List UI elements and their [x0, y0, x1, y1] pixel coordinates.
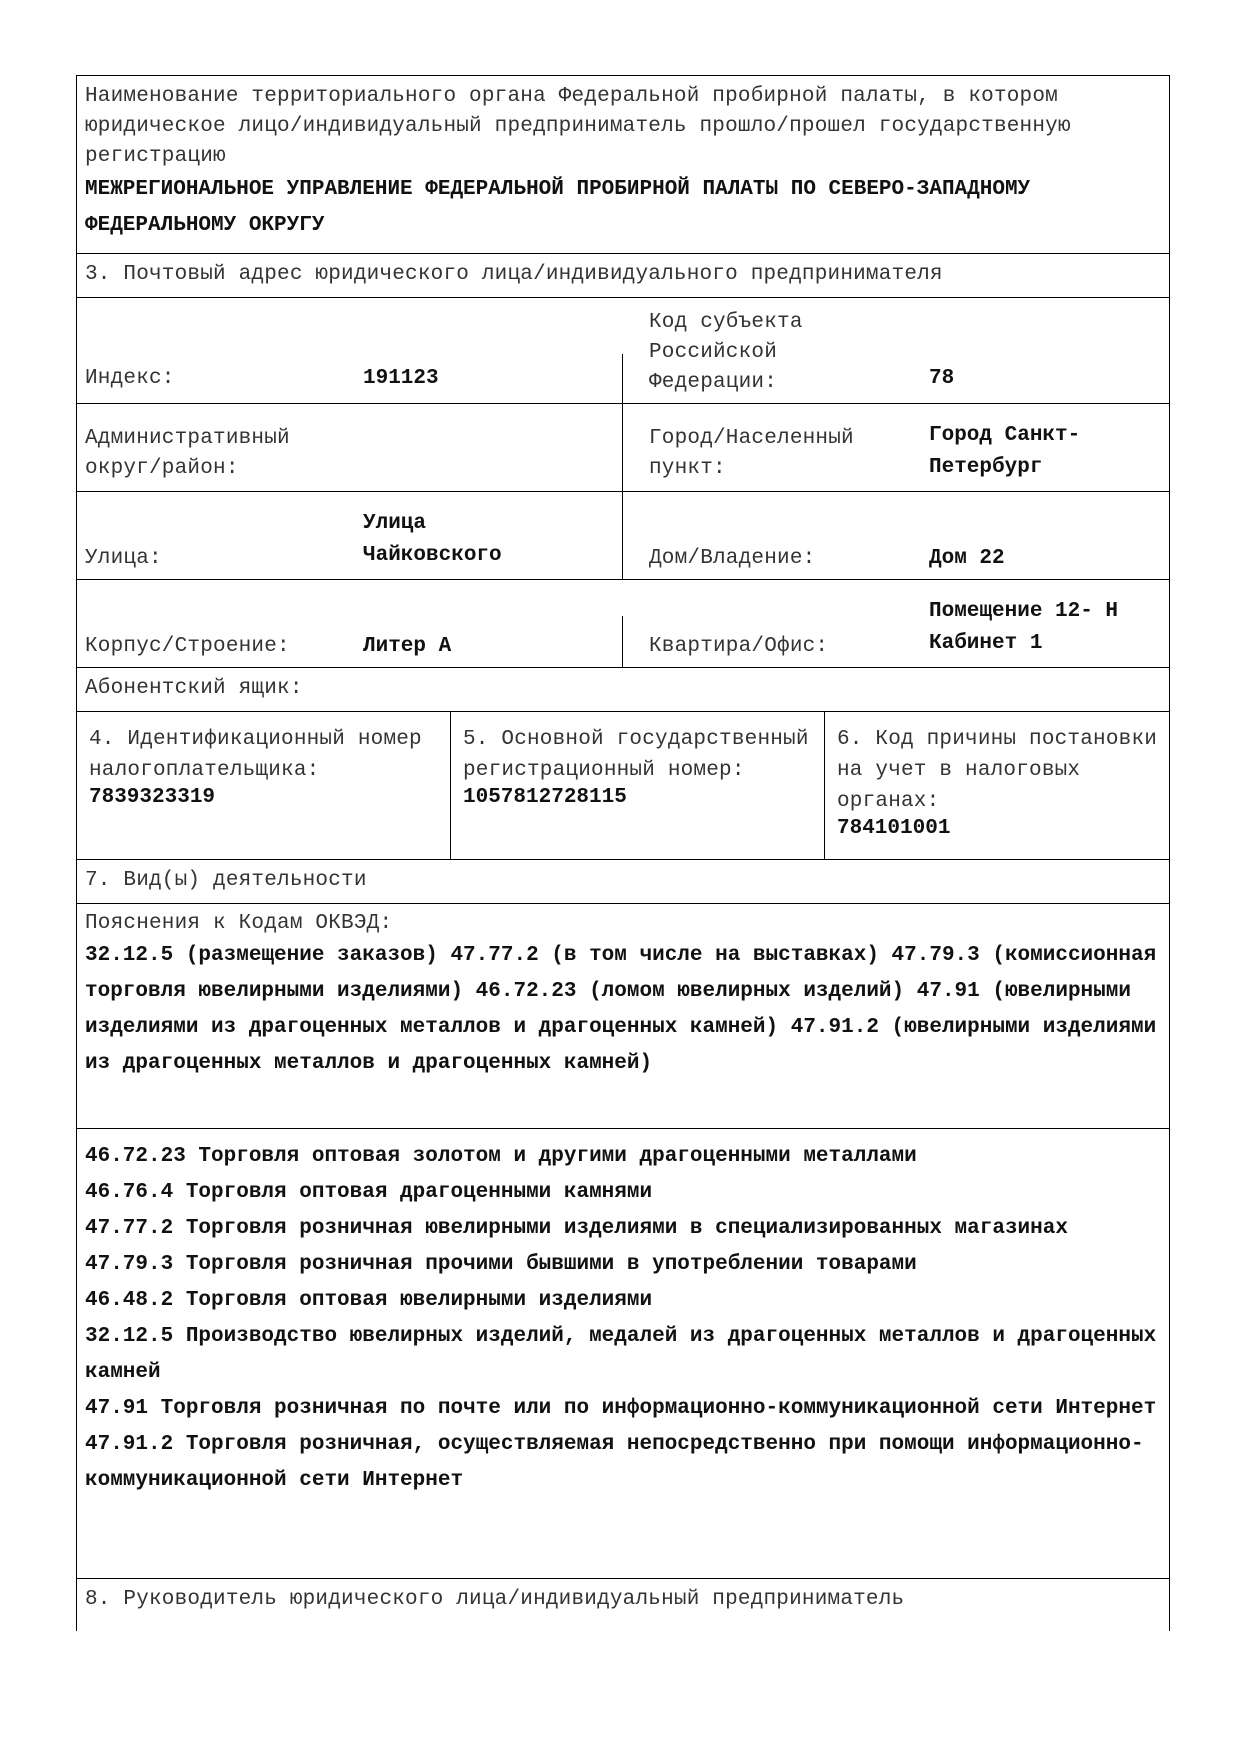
activity-code-item: 47.91.2 Торговля розничная, осуществляемая непосредственно при помощи информационно-коммуникационной сети Интернет: [85, 1433, 1144, 1492]
activity-code-item: 47.79.3 Торговля розничная прочими бывшими в употреблении товарами: [85, 1253, 917, 1276]
activity-code-item: 47.77.2 Торговля розничная ювелирными изделиями в специализированных магазинах: [85, 1217, 1068, 1240]
district-label: Административный округ/район:: [85, 427, 290, 480]
address-row-index: [77, 298, 1169, 404]
address-row-city: [77, 404, 1169, 492]
notes-label: Пояснения к Кодам ОКВЭД:: [85, 912, 393, 935]
head-heading: 8. Руководитель юридического лица/индивидуальный предприниматель: [85, 1588, 905, 1611]
inn-value: 7839323319: [89, 786, 216, 809]
inn-label: 4. Идентификационный номер налогоплательщика:: [89, 728, 422, 782]
address-heading: 3. Почтовый адрес юридического лица/индивидуального предпринимателя: [77, 254, 1169, 298]
activity-codes: [77, 1129, 1169, 1579]
office-value: Помещение 12- Н Кабинет 1: [929, 600, 1119, 655]
activities-heading: 7. Вид(ы) деятельности: [77, 860, 1169, 904]
city-value: Город Санкт-Петербург: [929, 424, 1081, 479]
region-label: Код субъекта Российской Федерации:: [649, 311, 803, 394]
activity-code-item: 47.91 Торговля розничная по почте или по информационно-коммуникационной сети Интернет: [85, 1397, 1157, 1420]
activity-code-item: 46.48.2 Торговля оптовая ювелирными изделиями: [85, 1289, 653, 1312]
ogrn-label: 5. Основной государственный регистрационный номер:: [463, 728, 809, 782]
kpp-value: 784101001: [837, 817, 951, 840]
kpp-cell: [825, 712, 1169, 859]
ogrn-value: 1057812728115: [463, 786, 627, 809]
activity-code-item: 32.12.5 Производство ювелирных изделий, медалей из драгоценных металлов и драгоценных камней: [85, 1325, 1157, 1384]
ids-row: [77, 712, 1169, 860]
index-label: Индекс:: [85, 367, 175, 390]
house-value: Дом 22: [929, 547, 1005, 570]
authority-value: МЕЖРЕГИОНАЛЬНОЕ УПРАВЛЕНИЕ ФЕДЕРАЛЬНОЙ ПРОБИРНОЙ ПАЛАТЫ ПО СЕВЕРО-ЗАПАДНОМУ ФЕДЕРАЛЬНОМУ ОКРУГУ: [85, 178, 1031, 237]
office-label: Квартира/Офис:: [649, 635, 829, 658]
address-row-street: [77, 492, 1169, 580]
activity-code-item: 46.76.4 Торговля оптовая драгоценными камнями: [85, 1181, 653, 1204]
authority-label: Наименование территориального органа Федеральной пробирной палаты, в котором юридическое лицо/индивидуальный предприниматель прошло/прошел государственную регистрацию: [85, 85, 1071, 168]
kpp-label: 6. Код причины постановки на учет в налоговых органах:: [837, 728, 1158, 813]
street-value: Улица Чайковского: [363, 512, 502, 567]
city-label: Город/Населенный пункт:: [649, 427, 854, 480]
ogrn-cell: [451, 712, 825, 859]
region-value: 78: [929, 367, 955, 390]
building-value: Литер А: [363, 635, 452, 658]
street-label: Улица:: [85, 547, 162, 570]
notes-value: 32.12.5 (размещение заказов) 47.77.2 (в том числе на выставках) 47.79.3 (комиссионная торговля ювелирными изделиями) 46.72.23 (ломом ювелирных изделий) 47.91 (ювелирными изделиями из драгоценных металлов и драгоценных камней) 47.91.2 (ювелирными изделиями из драгоценных металлов и драгоценных камней): [85, 944, 1157, 1075]
registry-form: [76, 75, 1170, 1631]
pobox-label: Абонентский ящик:: [77, 668, 1169, 712]
activities-notes: [77, 904, 1169, 1129]
address-row-building: [77, 580, 1169, 668]
activity-code-item: 46.72.23 Торговля оптовая золотом и другими драгоценными металлами: [85, 1145, 917, 1168]
inn-cell: [77, 712, 451, 859]
authority-section: [77, 76, 1169, 254]
index-value: 191123: [363, 367, 439, 390]
building-label: Корпус/Строение:: [85, 635, 290, 658]
house-label: Дом/Владение:: [649, 547, 816, 570]
